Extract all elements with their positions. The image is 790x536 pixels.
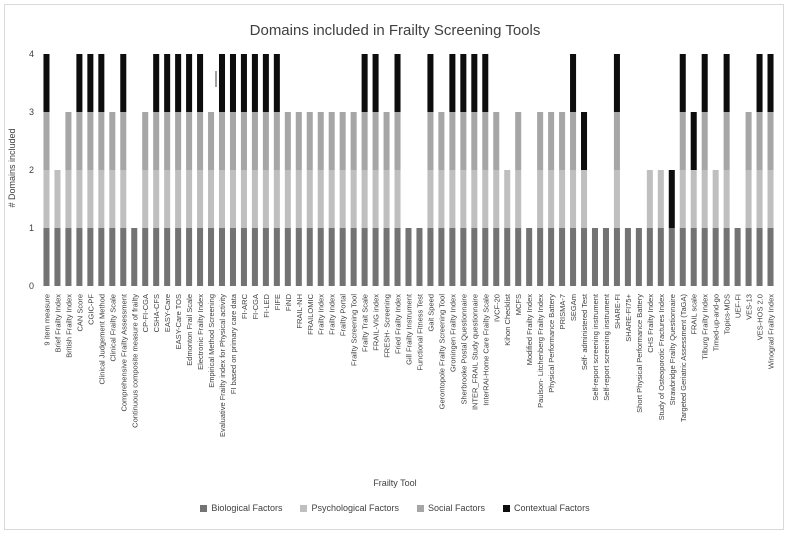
bar-segment: [153, 228, 159, 286]
x-tick-label: Topics-MDS: [722, 294, 732, 335]
x-tick-label: Physical Performance Battery: [547, 294, 557, 393]
bar-segment: [98, 112, 104, 170]
bar-segment: [43, 54, 49, 112]
x-tick-label: Short Physical Performance Battery: [634, 294, 644, 413]
bar-segment: [647, 170, 653, 228]
x-tick-label: SHARE-FI75+: [623, 294, 633, 342]
bar-segment: [482, 170, 488, 228]
bar-segment: [87, 170, 93, 228]
x-tick-label: CP-FI-CGA: [141, 294, 151, 333]
bar-segment: [241, 228, 247, 286]
bar-segment: [109, 170, 115, 228]
x-tick-label: Groningen Frailty Index: [448, 294, 458, 372]
x-tick-label: Continuous composite measure of frailty: [130, 294, 140, 428]
bar-segment: [318, 170, 324, 228]
bar-segment: [76, 112, 82, 170]
bar-segment: [757, 54, 763, 112]
bar-segment: [680, 112, 686, 170]
bar-segment: [559, 170, 565, 228]
bar-segment: [757, 228, 763, 286]
bar-segment: [329, 112, 335, 170]
bar-segment: [625, 228, 631, 286]
bar-segment: [318, 228, 324, 286]
bar-segment: [307, 170, 313, 228]
x-tick-label: FRESH- Screening: [382, 294, 392, 358]
bar-segment: [559, 228, 565, 286]
bar-segment: [274, 228, 280, 286]
bar-segment: [43, 170, 49, 228]
bar-segment: [307, 228, 313, 286]
legend-label-contextual: Contextual Factors: [514, 503, 590, 513]
bar-segment: [526, 228, 532, 286]
bar-segment: [515, 170, 521, 228]
bar-segment: [768, 228, 774, 286]
x-tick-label: Clinical Judgement Method: [97, 294, 107, 385]
bar-segment: [362, 112, 368, 170]
x-tick-label: InterRAI-Home Care Frailty Scale: [481, 294, 491, 406]
bar-segment: [680, 228, 686, 286]
bar-segment: [219, 170, 225, 228]
bar-segment: [263, 112, 269, 170]
bar-segment: [515, 112, 521, 170]
bar-segment: [548, 112, 554, 170]
bar-segment: [395, 112, 401, 170]
bar-segment: [340, 228, 346, 286]
bar-segment: [252, 112, 258, 170]
x-tick-label: Frailty Screening Tool: [349, 294, 359, 366]
bar-segment: [427, 54, 433, 112]
bar-segment: [285, 228, 291, 286]
bar-segment: [548, 228, 554, 286]
bar-segment: [241, 170, 247, 228]
bar-segment: [757, 170, 763, 228]
bar-segment: [120, 170, 126, 228]
bar-segment: [351, 112, 357, 170]
bar-segment: [318, 112, 324, 170]
bar-segment: [351, 228, 357, 286]
x-tick-label: Winograd Frailty Index: [766, 294, 776, 370]
bar-segment: [449, 228, 455, 286]
bar-segment: [373, 112, 379, 170]
bar-segment: [219, 112, 225, 170]
bar-segment: [98, 228, 104, 286]
x-tick-label: IVCF-20: [492, 294, 502, 322]
bar-segment: [438, 170, 444, 228]
bar-segment: [65, 170, 71, 228]
x-tick-label: CAN Score: [75, 294, 85, 332]
bar-segment: [252, 54, 258, 112]
bar-segment: [724, 228, 730, 286]
bar-segment: [493, 112, 499, 170]
bar-segment: [230, 112, 236, 170]
x-tick-label: Frailty Portal: [338, 294, 348, 337]
bar-segment: [581, 170, 587, 228]
bar-segment: [746, 228, 752, 286]
x-tick-label: VES-HOS 2.0: [755, 294, 765, 341]
bar-segment: [230, 170, 236, 228]
bar-segment: [340, 170, 346, 228]
x-tick-label: Fried Frailty Index: [393, 294, 403, 355]
x-tick-label: FRAILOMIC: [305, 294, 315, 335]
bar-segment: [230, 228, 236, 286]
bar-segment: [504, 228, 510, 286]
x-tick-label: PRISMA-7: [558, 294, 568, 330]
x-tick-label: CHS Frailty Index: [645, 294, 655, 353]
bar-segment: [691, 170, 697, 228]
bar-segment: [208, 170, 214, 228]
bar-segment: [340, 112, 346, 170]
bar-segment: [757, 112, 763, 170]
bar-segment: [614, 112, 620, 170]
bar-segment: [493, 228, 499, 286]
x-tick-label: Empirical Method Screening: [207, 294, 217, 388]
bar-segment: [702, 228, 708, 286]
bar-segment: [471, 228, 477, 286]
bar-segment: [768, 170, 774, 228]
x-tick-label: British Frailty Index: [64, 294, 74, 358]
bar-segment: [537, 170, 543, 228]
bar-segment: [713, 170, 719, 228]
bar-segment: [647, 228, 653, 286]
bar-segment: [636, 228, 642, 286]
bar-segment: [54, 228, 60, 286]
x-tick-label: Evaluative Frailty index for Physical activity: [218, 294, 228, 437]
bar-segment: [186, 54, 192, 112]
bar-segment: [471, 112, 477, 170]
x-tick-label: Strawbridge Frailty Questionnaire: [667, 294, 677, 406]
bar-segment: [724, 170, 730, 228]
bar-segment: [87, 112, 93, 170]
bar-segment: [230, 54, 236, 112]
legend-label-social: Social Factors: [428, 503, 486, 513]
x-tick-label: Sherbrooke Postal Questionnaire: [459, 293, 469, 405]
bar-segment: [164, 54, 170, 112]
bar-segment: [153, 54, 159, 112]
bar-segment: [482, 54, 488, 112]
bar-segment: [274, 170, 280, 228]
bar-segment: [373, 170, 379, 228]
x-tick-label: FiND: [283, 294, 293, 312]
bar-segment: [449, 112, 455, 170]
bar-segment: [241, 112, 247, 170]
bar-segment: [735, 228, 741, 286]
x-tick-label: Self- administered Test: [580, 294, 590, 371]
bar-segment: [384, 112, 390, 170]
bar-segment: [208, 228, 214, 286]
x-tick-label: Brief Frailty Index: [53, 294, 63, 353]
legend-item-contextual: [503, 503, 590, 513]
bar-segment: [87, 54, 93, 112]
bar-segment: [768, 112, 774, 170]
bar-segment: [43, 228, 49, 286]
x-tick-label: SEGAm: [569, 294, 579, 322]
x-tick-label: Electronic Frailty Index: [196, 294, 206, 370]
bar-segment: [559, 112, 565, 170]
legend-item-social: [417, 503, 485, 513]
legend-label-biological: Biological Factors: [211, 503, 283, 513]
bar-segment: [197, 170, 203, 228]
bar-segment: [164, 112, 170, 170]
bar-segment: [669, 228, 675, 286]
bar-segment: [548, 170, 554, 228]
bar-segment: [384, 170, 390, 228]
bar-segment: [76, 228, 82, 286]
bar-segment: [570, 228, 576, 286]
bar-segment: [197, 228, 203, 286]
bar-segment: [307, 112, 313, 170]
bar-segment: [175, 112, 181, 170]
bar-segment: [351, 170, 357, 228]
bar-segment: [197, 112, 203, 170]
bar-segment: [537, 228, 543, 286]
y-tick-label: 2: [28, 165, 34, 175]
legend-item-biological: [200, 503, 282, 513]
bar-segment: [570, 170, 576, 228]
bar-segment: [186, 170, 192, 228]
bar-segment: [120, 112, 126, 170]
bar-segment: [460, 228, 466, 286]
bar-segment: [449, 54, 455, 112]
bar-segment: [395, 228, 401, 286]
bar-segment: [263, 228, 269, 286]
x-tick-label: Paulson- Litchenberg Frailty Index: [536, 294, 546, 408]
bar-segment: [252, 170, 258, 228]
bar-segment: [669, 170, 675, 228]
x-tick-label: VES-13: [744, 294, 754, 320]
x-tick-label: UEF-FI: [733, 294, 743, 319]
bar-segment: [120, 228, 126, 286]
y-tick-label: 0: [28, 281, 34, 291]
x-axis-label: Frailty Tool: [373, 478, 417, 488]
bar-segment: [274, 54, 280, 112]
bar-segment: [186, 228, 192, 286]
chart-title: Domains included in Frailty Screening Tools: [249, 22, 541, 39]
bar-segment: [65, 112, 71, 170]
bar-segment: [471, 54, 477, 112]
bar-segment: [175, 54, 181, 112]
x-tick-label: Kihon Checklist: [503, 293, 513, 346]
x-tick-label: FI-ARC: [239, 294, 249, 319]
x-tick-label: Gerontopole Frailty Screening Tool: [437, 294, 447, 410]
x-tick-label: Comprehensive Frailty Assessment: [119, 294, 129, 412]
bar-segment: [427, 170, 433, 228]
bar-segment: [702, 112, 708, 170]
x-tick-label: Frailty Index: [327, 294, 337, 335]
bar-segment: [296, 170, 302, 228]
bar-segment: [603, 228, 609, 286]
x-tick-label: Gait Speed: [426, 294, 436, 332]
bar-segment: [449, 170, 455, 228]
x-tick-label: Gill Frailty Instrument: [404, 294, 414, 365]
bar-segment: [76, 54, 82, 112]
bar-segment: [43, 112, 49, 170]
bar-segment: [416, 228, 422, 286]
y-axis-label: # Domains included: [7, 128, 17, 208]
bar-segment: [263, 54, 269, 112]
x-tick-label: Self-report screening instrument: [590, 294, 600, 401]
bar-segment: [219, 54, 225, 112]
bar-segment: [438, 112, 444, 170]
bar-segment: [460, 112, 466, 170]
legend-item-psychological: [300, 503, 399, 513]
bar-segment: [164, 228, 170, 286]
bar-segment: [362, 228, 368, 286]
x-tick-label: EASY-Care: [163, 294, 173, 333]
bar-segment: [175, 228, 181, 286]
x-tick-label: Modified Frailty Index: [525, 294, 535, 366]
bar-segment: [724, 112, 730, 170]
x-tick-label: Frailty Index: [316, 294, 326, 335]
x-tick-label: Self-report screening instrument: [601, 294, 611, 401]
x-tick-label: Targeted Geriatric Assessment (TaGA): [678, 294, 688, 422]
x-tick-label: CGIC-PF: [86, 294, 96, 325]
legend-label-psychological: Psychological Factors: [311, 503, 399, 513]
bar-segment: [658, 170, 664, 228]
x-tick-label: 9 item measure: [42, 294, 52, 346]
bar-segment: [680, 54, 686, 112]
bar-segment: [241, 54, 247, 112]
bar-segment: [131, 228, 137, 286]
x-tick-label: Study of Osteoporotic Fractures Index: [656, 294, 666, 421]
bar-segment: [405, 228, 411, 286]
bar-segment: [570, 112, 576, 170]
legend: [0, 503, 790, 513]
legend-swatch-social: [417, 505, 424, 512]
bar-segment: [65, 228, 71, 286]
bar-segment: [164, 170, 170, 228]
x-tick-label: Timed-up-and-go: [711, 294, 721, 352]
bar-segment: [702, 170, 708, 228]
legend-swatch-psychological: [300, 505, 307, 512]
bar-segment: [109, 228, 115, 286]
x-tick-label: Functional Fitness Test: [415, 294, 425, 371]
bar-segment: [175, 170, 181, 228]
bar-segment: [724, 54, 730, 112]
bar-segment: [252, 228, 258, 286]
bar-segment: [109, 112, 115, 170]
bar-segment: [746, 170, 752, 228]
bar-segment: [153, 112, 159, 170]
x-tick-label: FI-LED: [261, 294, 271, 318]
bar-segment: [329, 228, 335, 286]
bar-segment: [768, 54, 774, 112]
x-tick-label: FIFE: [272, 294, 282, 311]
bar-segment: [362, 54, 368, 112]
x-tick-label: FRAIL-NH: [294, 294, 304, 329]
bar-segment: [614, 54, 620, 112]
bar-segment: [197, 54, 203, 112]
bar-segment: [471, 170, 477, 228]
bar-segment: [702, 54, 708, 112]
bar-segment: [493, 170, 499, 228]
bar-segment: [658, 228, 664, 286]
bar-segment: [460, 170, 466, 228]
bar-segment: [438, 228, 444, 286]
x-tick-label: Frailty Trait Scale: [360, 294, 370, 352]
legend-swatch-biological: [200, 505, 207, 512]
x-tick-label: INTER_FRAIL Study questionnaire: [470, 294, 480, 411]
bar-segment: [296, 228, 302, 286]
bar-segment: [395, 170, 401, 228]
bar-segment: [581, 228, 587, 286]
x-tick-label: FI-CGA: [250, 294, 260, 320]
bar-segment: [263, 170, 269, 228]
bar-segment: [373, 54, 379, 112]
bar-segment: [537, 112, 543, 170]
bar-segment: [142, 112, 148, 170]
bar-segment: [373, 228, 379, 286]
x-tick-label: Tilburg Frailty Index: [700, 294, 710, 360]
bar-segment: [482, 112, 488, 170]
bar-segment: [581, 112, 587, 170]
x-tick-label: SHARE-FI: [612, 294, 622, 330]
x-tick-label: FI based on primary care data: [228, 294, 238, 395]
bar-segment: [219, 228, 225, 286]
x-tick-label: MCFS: [514, 294, 524, 316]
bar-segment: [614, 228, 620, 286]
bar-segment: [208, 112, 214, 170]
bar-segment: [680, 170, 686, 228]
bar-segment: [98, 54, 104, 112]
bar-segment: [54, 170, 60, 228]
bar-segment: [482, 228, 488, 286]
bar-segment: [186, 112, 192, 170]
x-tick-label: Clinical Frailty Scale: [108, 294, 118, 362]
bar-segment: [614, 170, 620, 228]
x-tick-label: FRAIL-VIG index: [371, 294, 381, 351]
x-tick-label: Edmonton Frail Scale: [185, 294, 195, 366]
bar-segment: [691, 228, 697, 286]
bar-segment: [713, 228, 719, 286]
bar-segment: [87, 228, 93, 286]
bar-segment: [153, 170, 159, 228]
bar-segment: [592, 228, 598, 286]
bar-segment: [515, 228, 521, 286]
bar-segment: [395, 54, 401, 112]
bar-segment: [142, 228, 148, 286]
bar-segment: [274, 112, 280, 170]
bar-segment: [570, 54, 576, 112]
bar-segment: [746, 112, 752, 170]
bar-segment: [427, 228, 433, 286]
bar-segment: [384, 228, 390, 286]
bar-segment: [285, 170, 291, 228]
bar-segment: [691, 112, 697, 170]
y-tick-label: 1: [28, 223, 34, 233]
bar-segment: [285, 112, 291, 170]
bar-segment: [98, 170, 104, 228]
bar-segment: [460, 54, 466, 112]
bar-segment: [504, 170, 510, 228]
bar-segment: [329, 170, 335, 228]
bar-segment: [296, 112, 302, 170]
x-tick-label: CSHA-CFS: [152, 294, 162, 333]
bar-segment: [362, 170, 368, 228]
bar-segment: [120, 54, 126, 112]
bar-segment: [76, 170, 82, 228]
bar-segment: [142, 170, 148, 228]
y-tick-label: 3: [28, 107, 34, 117]
y-tick-label: 4: [28, 49, 34, 59]
x-tick-label: FRAIL scale: [689, 294, 699, 335]
bar-segment: [427, 112, 433, 170]
legend-swatch-contextual: [503, 505, 510, 512]
x-tick-label: EASY-Care TOS: [174, 294, 184, 350]
